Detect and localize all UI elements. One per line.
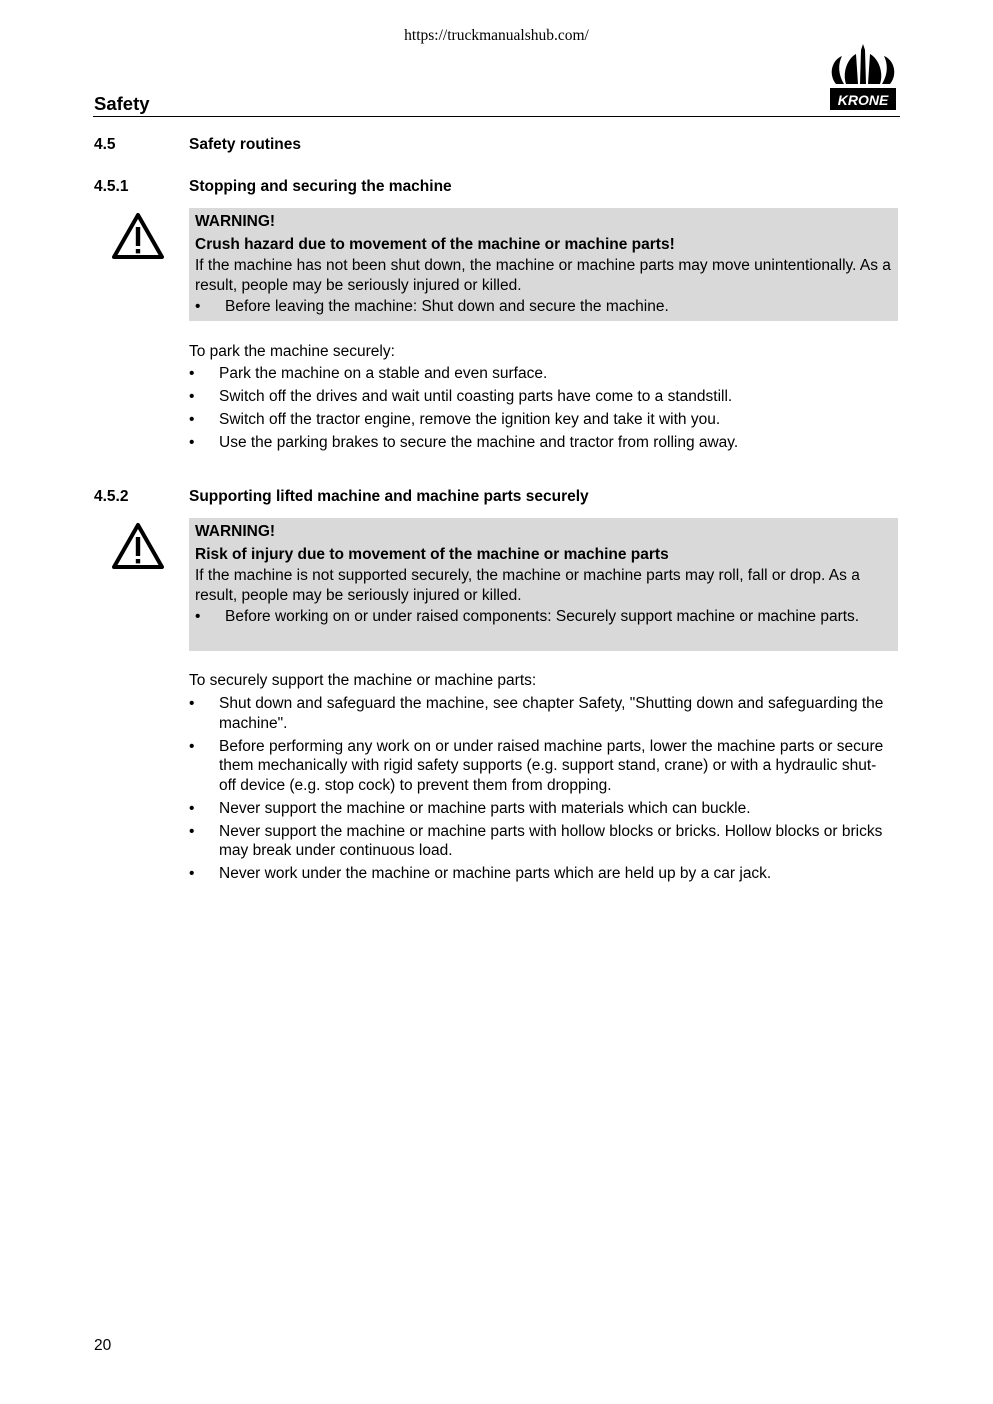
- warning-bullet-text: Before working on or under raised components: Securely support machine or machine parts.: [225, 608, 860, 625]
- bullet-dot: •: [195, 608, 201, 625]
- bullet-dot: •: [189, 388, 195, 405]
- bullet-dot: •: [189, 737, 195, 755]
- bullet-dot: •: [189, 411, 195, 428]
- list-item-text: Never support the machine or machine parts with hollow blocks or bricks. Hollow blocks or bricks may break under continuous load.: [219, 822, 883, 859]
- bullet-dot: •: [195, 298, 201, 315]
- bullet-dot: •: [189, 434, 195, 451]
- heading-supporting-lifted: Supporting lifted machine and machine parts securely: [189, 488, 589, 505]
- list-item: [189, 364, 889, 384]
- header-rule: [93, 116, 900, 117]
- bullet-dot: •: [189, 695, 195, 712]
- bullet-dot: •: [189, 799, 195, 817]
- list-item-text: Park the machine on a stable and even surface.: [219, 365, 548, 382]
- warning-triangle-icon: [111, 212, 165, 260]
- heading-stopping-securing: Stopping and securing the machine: [189, 178, 452, 195]
- bullet-dot: •: [189, 365, 195, 382]
- source-url: https://truckmanualshub.com/: [404, 27, 589, 44]
- warning-body: If the machine is not supported securely, the machine or machine parts may roll, fall or drop. As a result, people may be seriously injured or killed.: [195, 567, 860, 604]
- warning-triangle-icon: [111, 522, 165, 570]
- logo-text: KRONE: [837, 92, 889, 108]
- warning-bullet: [195, 607, 892, 627]
- list-item: [189, 410, 889, 430]
- warning-label: WARNING!: [195, 213, 276, 230]
- heading-number-4-5-2: 4.5.2: [94, 488, 129, 505]
- list-item-text: Switch off the drives and wait until coasting parts have come to a standstill.: [219, 388, 733, 405]
- warning-bullet-text: Before leaving the machine: Shut down and secure the machine.: [225, 298, 669, 315]
- list-item-text: Before performing any work on or under raised machine parts, lower the machine parts or secure them mechanically with rigid safety supports (e.g. support stand, crane) or with a hydraulic shut-off device (e.g. stop cock) to prevent them from dropping.: [219, 737, 884, 794]
- page-number: 20: [94, 1337, 112, 1354]
- list-item: [189, 864, 889, 884]
- list-item-text: Switch off the tractor engine, remove the ignition key and take it with you.: [219, 411, 721, 428]
- list-item-text: Shut down and safeguard the machine, see chapter Safety, "Shutting down and safeguarding the machine".: [219, 695, 884, 732]
- warning-subtitle: Crush hazard due to movement of the machine or machine parts!: [195, 236, 675, 253]
- bullet-dot: •: [189, 822, 195, 840]
- heading-number-4-5: 4.5: [94, 136, 116, 153]
- list-item-text: Never support the machine or machine parts with materials which can buckle.: [219, 799, 751, 817]
- warning-box-crush-hazard: [189, 208, 898, 321]
- heading-safety-routines: Safety routines: [189, 136, 301, 153]
- list-item: [189, 799, 889, 819]
- park-steps-list: [189, 364, 889, 456]
- heading-number-4-5-1: 4.5.1: [94, 178, 129, 195]
- warning-label: WARNING!: [195, 523, 276, 540]
- warning-box-injury-risk: [189, 518, 898, 651]
- page-section-title: Safety: [94, 93, 150, 114]
- support-intro: To securely support the machine or machine parts:: [189, 672, 537, 689]
- list-item: [189, 387, 889, 407]
- warning-body: If the machine has not been shut down, the machine or machine parts may move unintentionally. As a result, people may be seriously injured or killed.: [195, 257, 891, 294]
- list-item: [189, 737, 889, 796]
- support-steps-list: [189, 694, 889, 887]
- park-intro: To park the machine securely:: [189, 343, 395, 360]
- list-item: [189, 694, 889, 733]
- list-item-text: Never work under the machine or machine parts which are held up by a car jack.: [219, 865, 772, 882]
- list-item-text: Use the parking brakes to secure the machine and tractor from rolling away.: [219, 434, 739, 451]
- warning-subtitle: Risk of injury due to movement of the machine or machine parts: [195, 546, 669, 563]
- krone-logo: [826, 44, 900, 112]
- warning-bullet: [195, 297, 892, 317]
- list-item: [189, 433, 889, 453]
- bullet-dot: •: [189, 865, 195, 882]
- list-item: [189, 822, 889, 861]
